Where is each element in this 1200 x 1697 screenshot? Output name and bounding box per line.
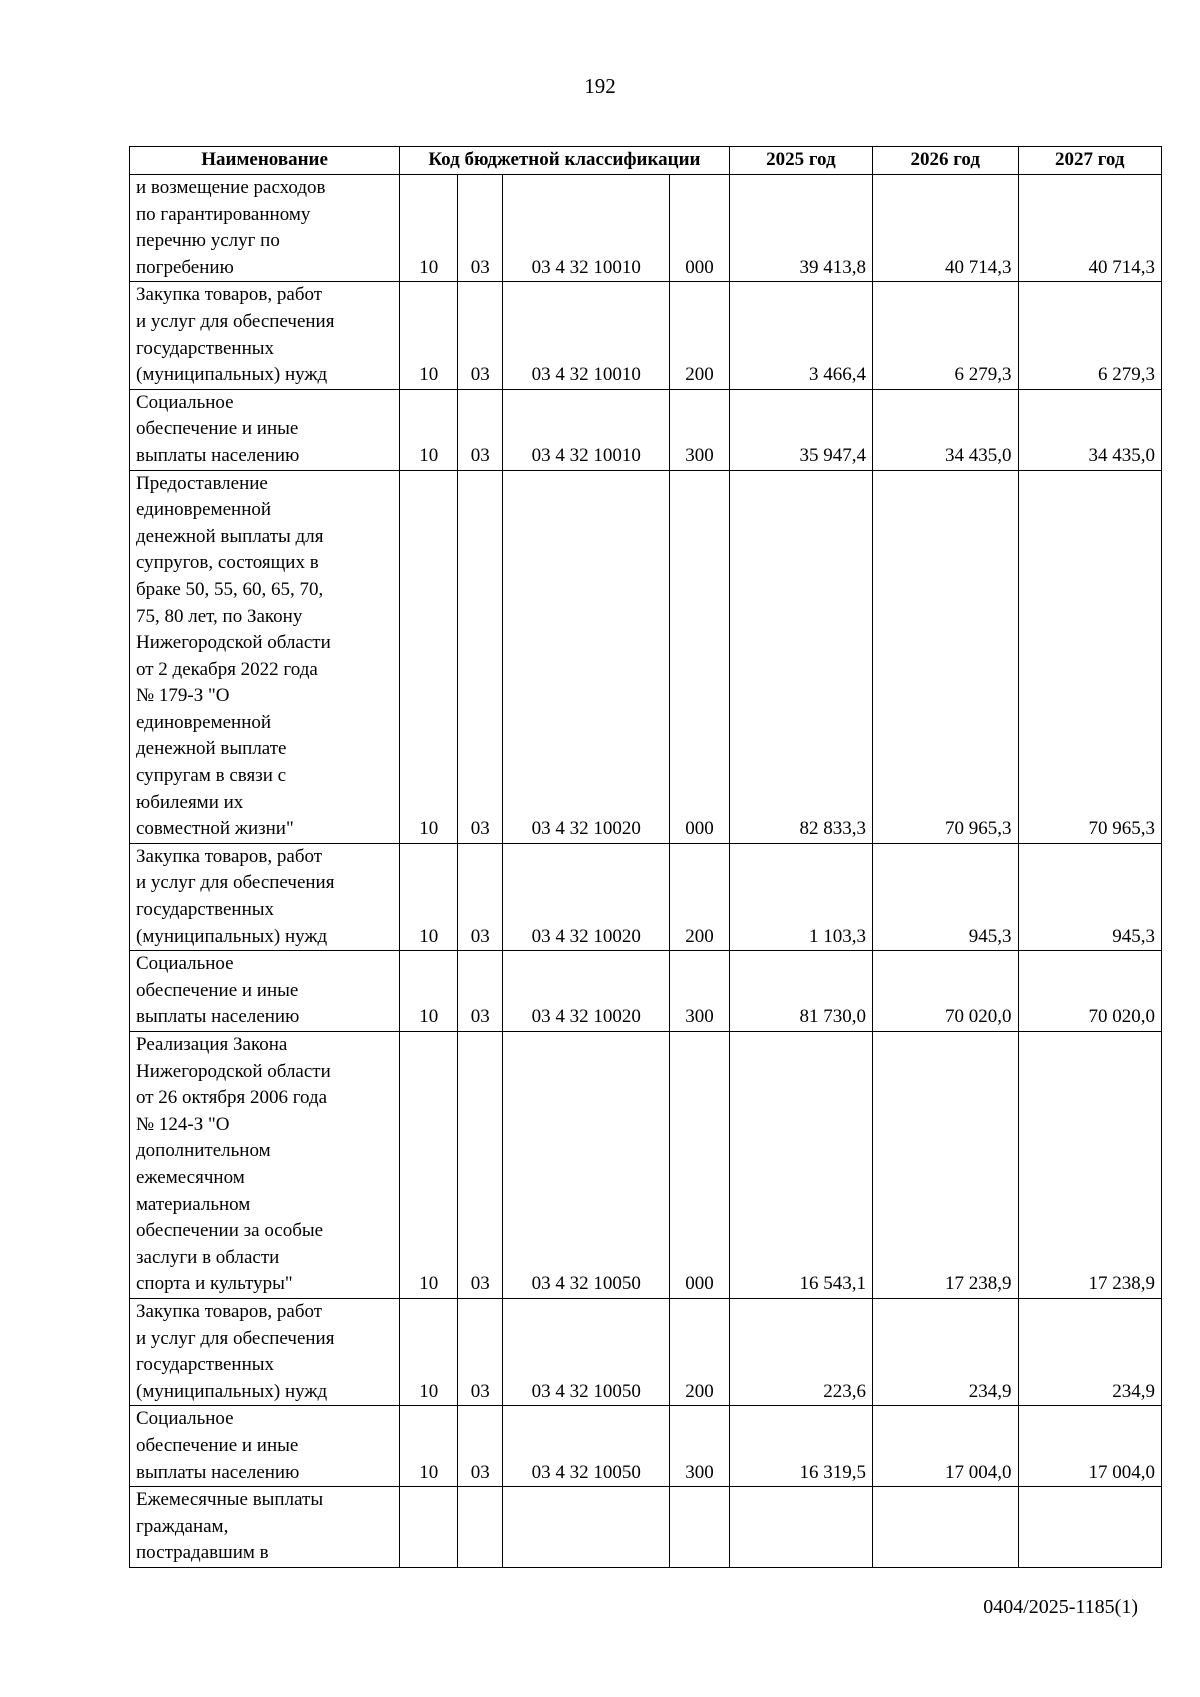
section-code: 10 [400, 175, 458, 282]
value-2025: 82 833,3 [729, 470, 872, 843]
row-name-line: (муниципальных) нужд [136, 364, 328, 386]
row-name-line: материальном [136, 1193, 251, 1215]
table-row [130, 389, 1162, 470]
target-code: 03 4 32 10050 [503, 1406, 670, 1487]
row-name-line: Закупка товаров, работ [136, 845, 323, 867]
subsection-code: 03 [458, 951, 503, 1032]
expense-kind-code: 200 [670, 843, 729, 950]
section-code: 10 [400, 1298, 458, 1405]
header-2026: 2026 год [873, 147, 1018, 175]
row-name-line: совместной жизни" [136, 818, 294, 840]
value-2025: 3 466,4 [729, 282, 872, 389]
expense-kind-code: 000 [670, 175, 729, 282]
row-name-line: обеспечении за особые [136, 1220, 324, 1242]
row-name-line: денежной выплаты для [136, 525, 324, 547]
value-2025: 81 730,0 [729, 951, 872, 1032]
header-2025: 2025 год [729, 147, 872, 175]
row-name-line: (муниципальных) нужд [136, 925, 328, 947]
value-2026: 70 965,3 [873, 470, 1018, 843]
row-name-line: обеспечение и иные [136, 979, 299, 1001]
row-name-line: Социальное [136, 391, 234, 413]
target-code: 03 4 32 10010 [503, 389, 670, 470]
value-2026: 17 238,9 [873, 1032, 1018, 1299]
row-name-line: государственных [136, 1354, 275, 1376]
value-2025: 1 103,3 [729, 843, 872, 950]
value-2027: 6 279,3 [1018, 282, 1161, 389]
expense-kind-code: 000 [670, 1032, 729, 1299]
row-name [130, 175, 400, 282]
value-2026: 17 004,0 [873, 1406, 1018, 1487]
row-name-line: юбилеями их [136, 791, 244, 813]
header-code: Код бюджетной классификации [400, 147, 729, 175]
row-name-line: единовременной [136, 711, 272, 733]
table-row [130, 1032, 1162, 1299]
value-2026: 6 279,3 [873, 282, 1018, 389]
row-name-line: обеспечение и иные [136, 1434, 299, 1456]
section-code: 10 [400, 951, 458, 1032]
value-2027 [1018, 1487, 1161, 1568]
row-name-line: пострадавшим в [136, 1542, 269, 1564]
row-name-line: 75, 80 лет, по Закону [136, 605, 303, 627]
section-code: 10 [400, 389, 458, 470]
value-2025: 223,6 [729, 1298, 872, 1405]
value-2027: 234,9 [1018, 1298, 1161, 1405]
section-code: 10 [400, 1406, 458, 1487]
subsection-code: 03 [458, 175, 503, 282]
table-row [130, 1487, 1162, 1568]
expense-kind-code [670, 1487, 729, 1568]
row-name-line: и услуг для обеспечения [136, 310, 335, 332]
row-name [130, 389, 400, 470]
row-name-line: спорта и культуры" [136, 1273, 293, 1295]
value-2025: 16 543,1 [729, 1032, 872, 1299]
value-2027: 17 238,9 [1018, 1032, 1161, 1299]
subsection-code: 03 [458, 282, 503, 389]
value-2025: 35 947,4 [729, 389, 872, 470]
row-name [130, 843, 400, 950]
row-name-line: № 124-З "О [136, 1113, 230, 1135]
row-name-line: Закупка товаров, работ [136, 1300, 323, 1322]
row-name [130, 1032, 400, 1299]
value-2026: 40 714,3 [873, 175, 1018, 282]
value-2026: 945,3 [873, 843, 1018, 950]
table-row [130, 470, 1162, 843]
row-name-line: и услуг для обеспечения [136, 872, 335, 894]
value-2026: 34 435,0 [873, 389, 1018, 470]
row-name-line: по гарантированному [136, 203, 311, 225]
value-2025: 16 319,5 [729, 1406, 872, 1487]
value-2027: 945,3 [1018, 843, 1161, 950]
subsection-code: 03 [458, 389, 503, 470]
table-row [130, 175, 1162, 282]
row-name-line: выплаты населению [136, 444, 300, 466]
target-code [503, 1487, 670, 1568]
row-name [130, 470, 400, 843]
row-name [130, 282, 400, 389]
row-name [130, 1298, 400, 1405]
row-name-line: государственных [136, 899, 275, 921]
row-name-line: супругов, состоящих в [136, 552, 319, 574]
section-code: 10 [400, 282, 458, 389]
expense-kind-code: 200 [670, 282, 729, 389]
table-row [130, 1406, 1162, 1487]
row-name-line: ежемесячном [136, 1166, 245, 1188]
row-name-line: Закупка товаров, работ [136, 284, 323, 306]
row-name-line: Социальное [136, 1408, 234, 1430]
subsection-code: 03 [458, 843, 503, 950]
value-2026 [873, 1487, 1018, 1568]
section-code [400, 1487, 458, 1568]
expense-kind-code: 200 [670, 1298, 729, 1405]
row-name-line: государственных [136, 337, 275, 359]
row-name-line: дополнительном [136, 1140, 271, 1162]
expense-kind-code: 300 [670, 1406, 729, 1487]
target-code: 03 4 32 10010 [503, 175, 670, 282]
row-name-line: и возмещение расходов [136, 177, 326, 198]
row-name-line: Предоставление [136, 472, 268, 494]
row-name-line: обеспечение и иные [136, 418, 299, 440]
subsection-code: 03 [458, 1406, 503, 1487]
table-row [130, 1298, 1162, 1405]
subsection-code: 03 [458, 470, 503, 843]
row-name-line: Ежемесячные выплаты [136, 1489, 324, 1511]
target-code: 03 4 32 10010 [503, 282, 670, 389]
page-number: 192 [584, 74, 616, 98]
target-code: 03 4 32 10050 [503, 1298, 670, 1405]
section-code: 10 [400, 470, 458, 843]
row-name-line: Нижегородской области [136, 1060, 331, 1082]
value-2026: 234,9 [873, 1298, 1018, 1405]
value-2025: 39 413,8 [729, 175, 872, 282]
row-name-line: браке 50, 55, 60, 65, 70, [136, 578, 324, 600]
target-code: 03 4 32 10020 [503, 470, 670, 843]
target-code: 03 4 32 10020 [503, 951, 670, 1032]
row-name-line: (муниципальных) нужд [136, 1380, 328, 1402]
expense-kind-code: 300 [670, 951, 729, 1032]
value-2027: 17 004,0 [1018, 1406, 1161, 1487]
row-name-line: супругам в связи с [136, 765, 287, 787]
row-name-line: Нижегородской области [136, 632, 331, 654]
subsection-code [458, 1487, 503, 1568]
row-name-line: гражданам, [136, 1515, 229, 1537]
section-code: 10 [400, 1032, 458, 1299]
budget-table [129, 146, 1162, 1568]
section-code: 10 [400, 843, 458, 950]
row-name-line: выплаты населению [136, 1461, 300, 1483]
expense-kind-code: 000 [670, 470, 729, 843]
value-2027: 34 435,0 [1018, 389, 1161, 470]
row-name-line: единовременной [136, 499, 272, 521]
row-name-line: Реализация Закона [136, 1034, 288, 1055]
row-name-line: денежной выплате [136, 738, 287, 760]
subsection-code: 03 [458, 1298, 503, 1405]
value-2027: 70 020,0 [1018, 951, 1161, 1032]
table-row [130, 282, 1162, 389]
row-name [130, 951, 400, 1032]
value-2027: 70 965,3 [1018, 470, 1161, 843]
value-2027: 40 714,3 [1018, 175, 1161, 282]
value-2026: 70 020,0 [873, 951, 1018, 1032]
row-name-line: перечню услуг по [136, 230, 280, 252]
row-name-line: № 179-З "О [136, 685, 230, 707]
header-2027: 2027 год [1018, 147, 1161, 175]
value-2025 [729, 1487, 872, 1568]
subsection-code: 03 [458, 1032, 503, 1299]
row-name-line: Социальное [136, 953, 234, 975]
row-name-line: от 26 октября 2006 года [136, 1087, 328, 1109]
table-header-row [130, 147, 1162, 175]
row-name-line: и услуг для обеспечения [136, 1327, 335, 1349]
row-name [130, 1406, 400, 1487]
table-row [130, 951, 1162, 1032]
document-code: 0404/2025-1185(1) [983, 1596, 1138, 1618]
row-name-line: выплаты населению [136, 1006, 300, 1028]
row-name-line: от 2 декабря 2022 года [136, 658, 318, 680]
row-name [130, 1487, 400, 1568]
target-code: 03 4 32 10050 [503, 1032, 670, 1299]
target-code: 03 4 32 10020 [503, 843, 670, 950]
row-name-line: заслуги в области [136, 1246, 280, 1268]
expense-kind-code: 300 [670, 389, 729, 470]
table-row [130, 843, 1162, 950]
header-name: Наименование [130, 147, 400, 175]
row-name-line: погребению [136, 256, 234, 278]
